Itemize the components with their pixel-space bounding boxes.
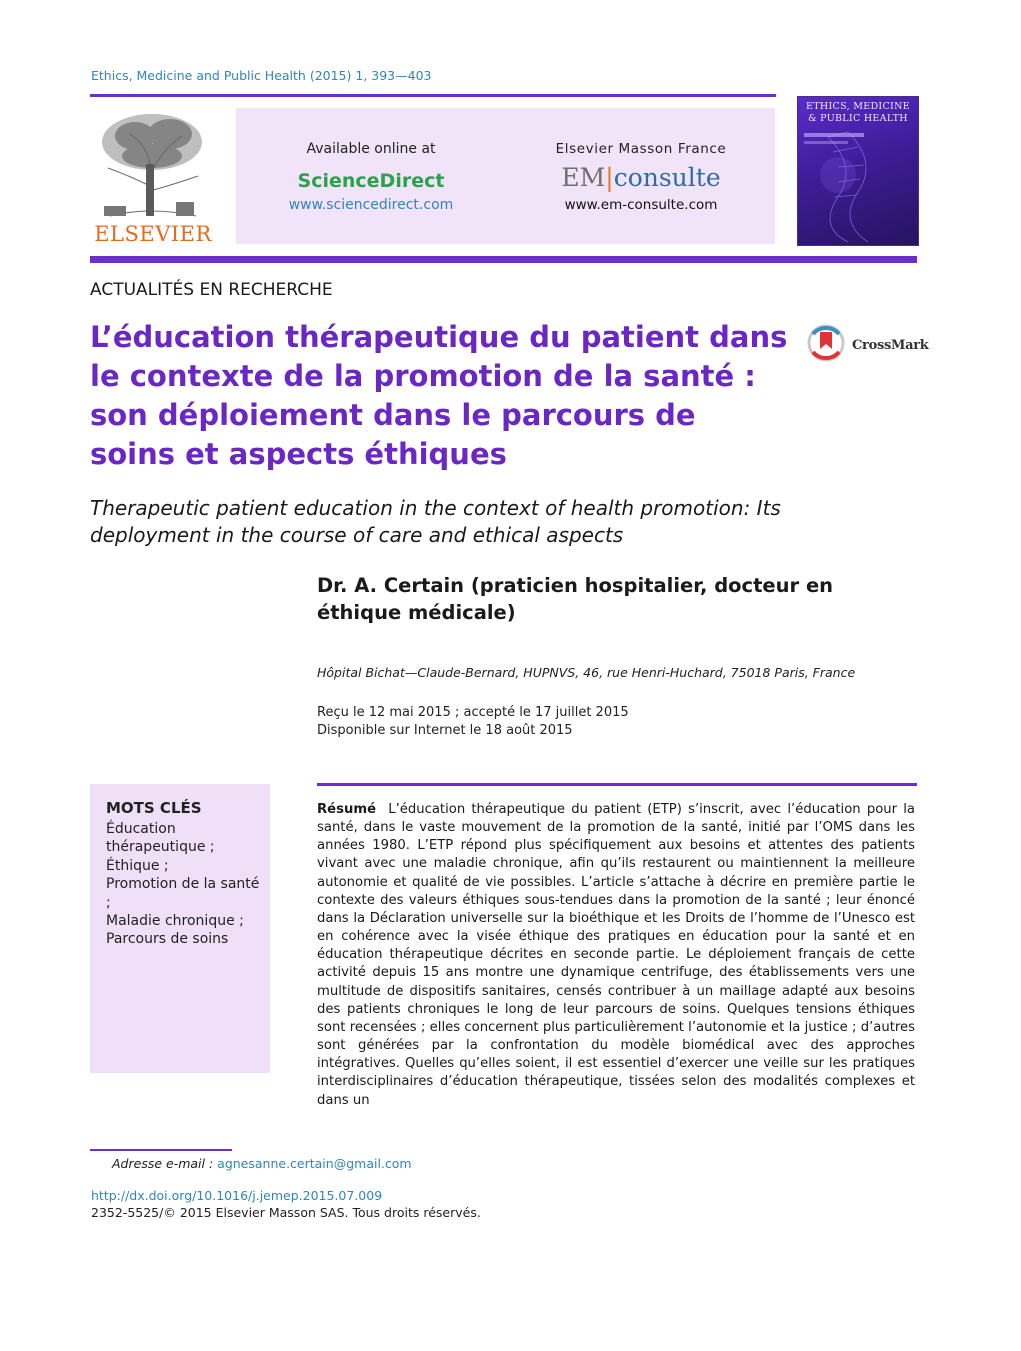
keyword-item: Maladie chronique ;: [106, 913, 244, 930]
copyright-notice: 2352-5525/© 2015 Elsevier Masson SAS. Tous droits réservés.: [91, 1205, 481, 1220]
abstract-heading: Résumé: [317, 802, 377, 817]
keywords-list: [106, 820, 266, 949]
keyword-item: Éthique ;: [106, 857, 169, 874]
abstract-divider: [317, 783, 917, 786]
emconsulte-logo-em: EM: [561, 163, 606, 192]
sciencedirect-logo[interactable]: ScienceDirect: [297, 170, 445, 192]
cover-title-line2: & PUBLIC HEALTH: [808, 113, 908, 124]
available-online-label: Available online at: [306, 141, 436, 157]
elsevier-wordmark: ELSEVIER: [94, 222, 212, 246]
email-link[interactable]: agnesanne.certain@gmail.com: [217, 1156, 412, 1171]
footnote-divider: [90, 1149, 232, 1151]
abstract-body: [317, 801, 915, 1110]
emconsulte-logo[interactable]: [506, 163, 776, 192]
header-divider: [90, 256, 917, 263]
sciencedirect-link[interactable]: www.sciencedirect.com: [288, 197, 454, 213]
received-dates: Reçu le 12 mai 2015 ; accepté le 17 juillet 2015: [317, 705, 629, 720]
cover-artwork: [798, 127, 918, 245]
article-title-english: Therapeutic patient education in the context of health promotion: Its deployment in the course of care and ethical aspects: [90, 496, 781, 547]
article-title-french: L’éducation thérapeutique du patient dans le contexte de la promotion de la santé : son déploiement dans le parcours de soins et aspects éthiques: [90, 320, 788, 471]
journal-cover-image: [797, 96, 919, 246]
keywords-title: MOTS CLÉS: [106, 799, 202, 817]
author-affiliation: Hôpital Bichat—Claude-Bernard, HUPNVS, 46, rue Henri-Huchard, 75018 Paris, France: [317, 665, 856, 680]
cover-title-line1: ETHICS, MEDICINE: [806, 101, 910, 112]
abstract-text: L’éducation thérapeutique du patient (ETP) s’inscrit, avec l’éducation pour la santé, dans le vaste mouvement de la promotion de la santé, initié par l’OMS dans les années 1980. L’ETP répond plus spécifiquement aux besoins et attentes des patients vivant avec une maladie chronique, afin qu’ils restaurent ou maintiennent la meilleure autonomie et qualité de vie possibles. L’article s’attache à décrire en première partie le contexte des valeurs éthiques sous-tendues dans la promotion de la santé ; leur énoncé dans la Déclaration universelle sur la bioéthique et les Droits de l’homme de l’Unesco est en cohérence avec la visée éthique des pratiques en éducation pour la santé et en éducation thérapeutique décrites en seconde partie. Le déploiement français de cette activité depuis 15 ans montre une dynamique centrifuge, des établissements vers une multitude de dispositifs sanitaires, censés contribuer à un maillage adapté aux besoins des patients chroniques le long de leur parcours de soins. Quelques tensions éthiques sont recensées ; elles concernent plus particulièrement l’autonomie et la justice ; d’autres sont générées par la confrontation du modèle biomédical avec des approches intégratives. Quelles qu’elles soient, il est essentiel d’exercer une veille sur les pratiques interdisciplinaires d’éducation thérapeutique, tissées selon des modalités complexes et dans un: [317, 802, 915, 1108]
emconsulte-logo-consulte: consulte: [613, 163, 721, 192]
journal-reference-link[interactable]: Ethics, Medicine and Public Health (2015) 1, 393—403: [91, 68, 432, 83]
doi-link[interactable]: http://dx.doi.org/10.1016/j.jemep.2015.07.009: [91, 1188, 383, 1203]
online-date: Disponible sur Internet le 18 août 2015: [317, 723, 573, 738]
crossmark-label[interactable]: CrossMark: [852, 338, 929, 353]
section-label: ACTUALITÉS EN RECHERCHE: [90, 280, 333, 300]
top-divider: [90, 94, 776, 97]
email-label: Adresse e-mail :: [112, 1156, 214, 1171]
emconsulte-link[interactable]: www.em-consulte.com: [564, 197, 718, 213]
footnote-email: [112, 1156, 412, 1171]
publisher-label: Elsevier Masson France: [555, 141, 727, 157]
author-name: Dr. A. Certain (praticien hospitalier, docteur en éthique médicale): [317, 574, 834, 624]
keyword-item: Promotion de la santé ;: [106, 876, 260, 911]
emconsulte-logo-divider: |: [605, 163, 614, 192]
keyword-item: Éducation thérapeutique ;: [106, 821, 215, 856]
keyword-item: Parcours de soins: [106, 931, 229, 948]
